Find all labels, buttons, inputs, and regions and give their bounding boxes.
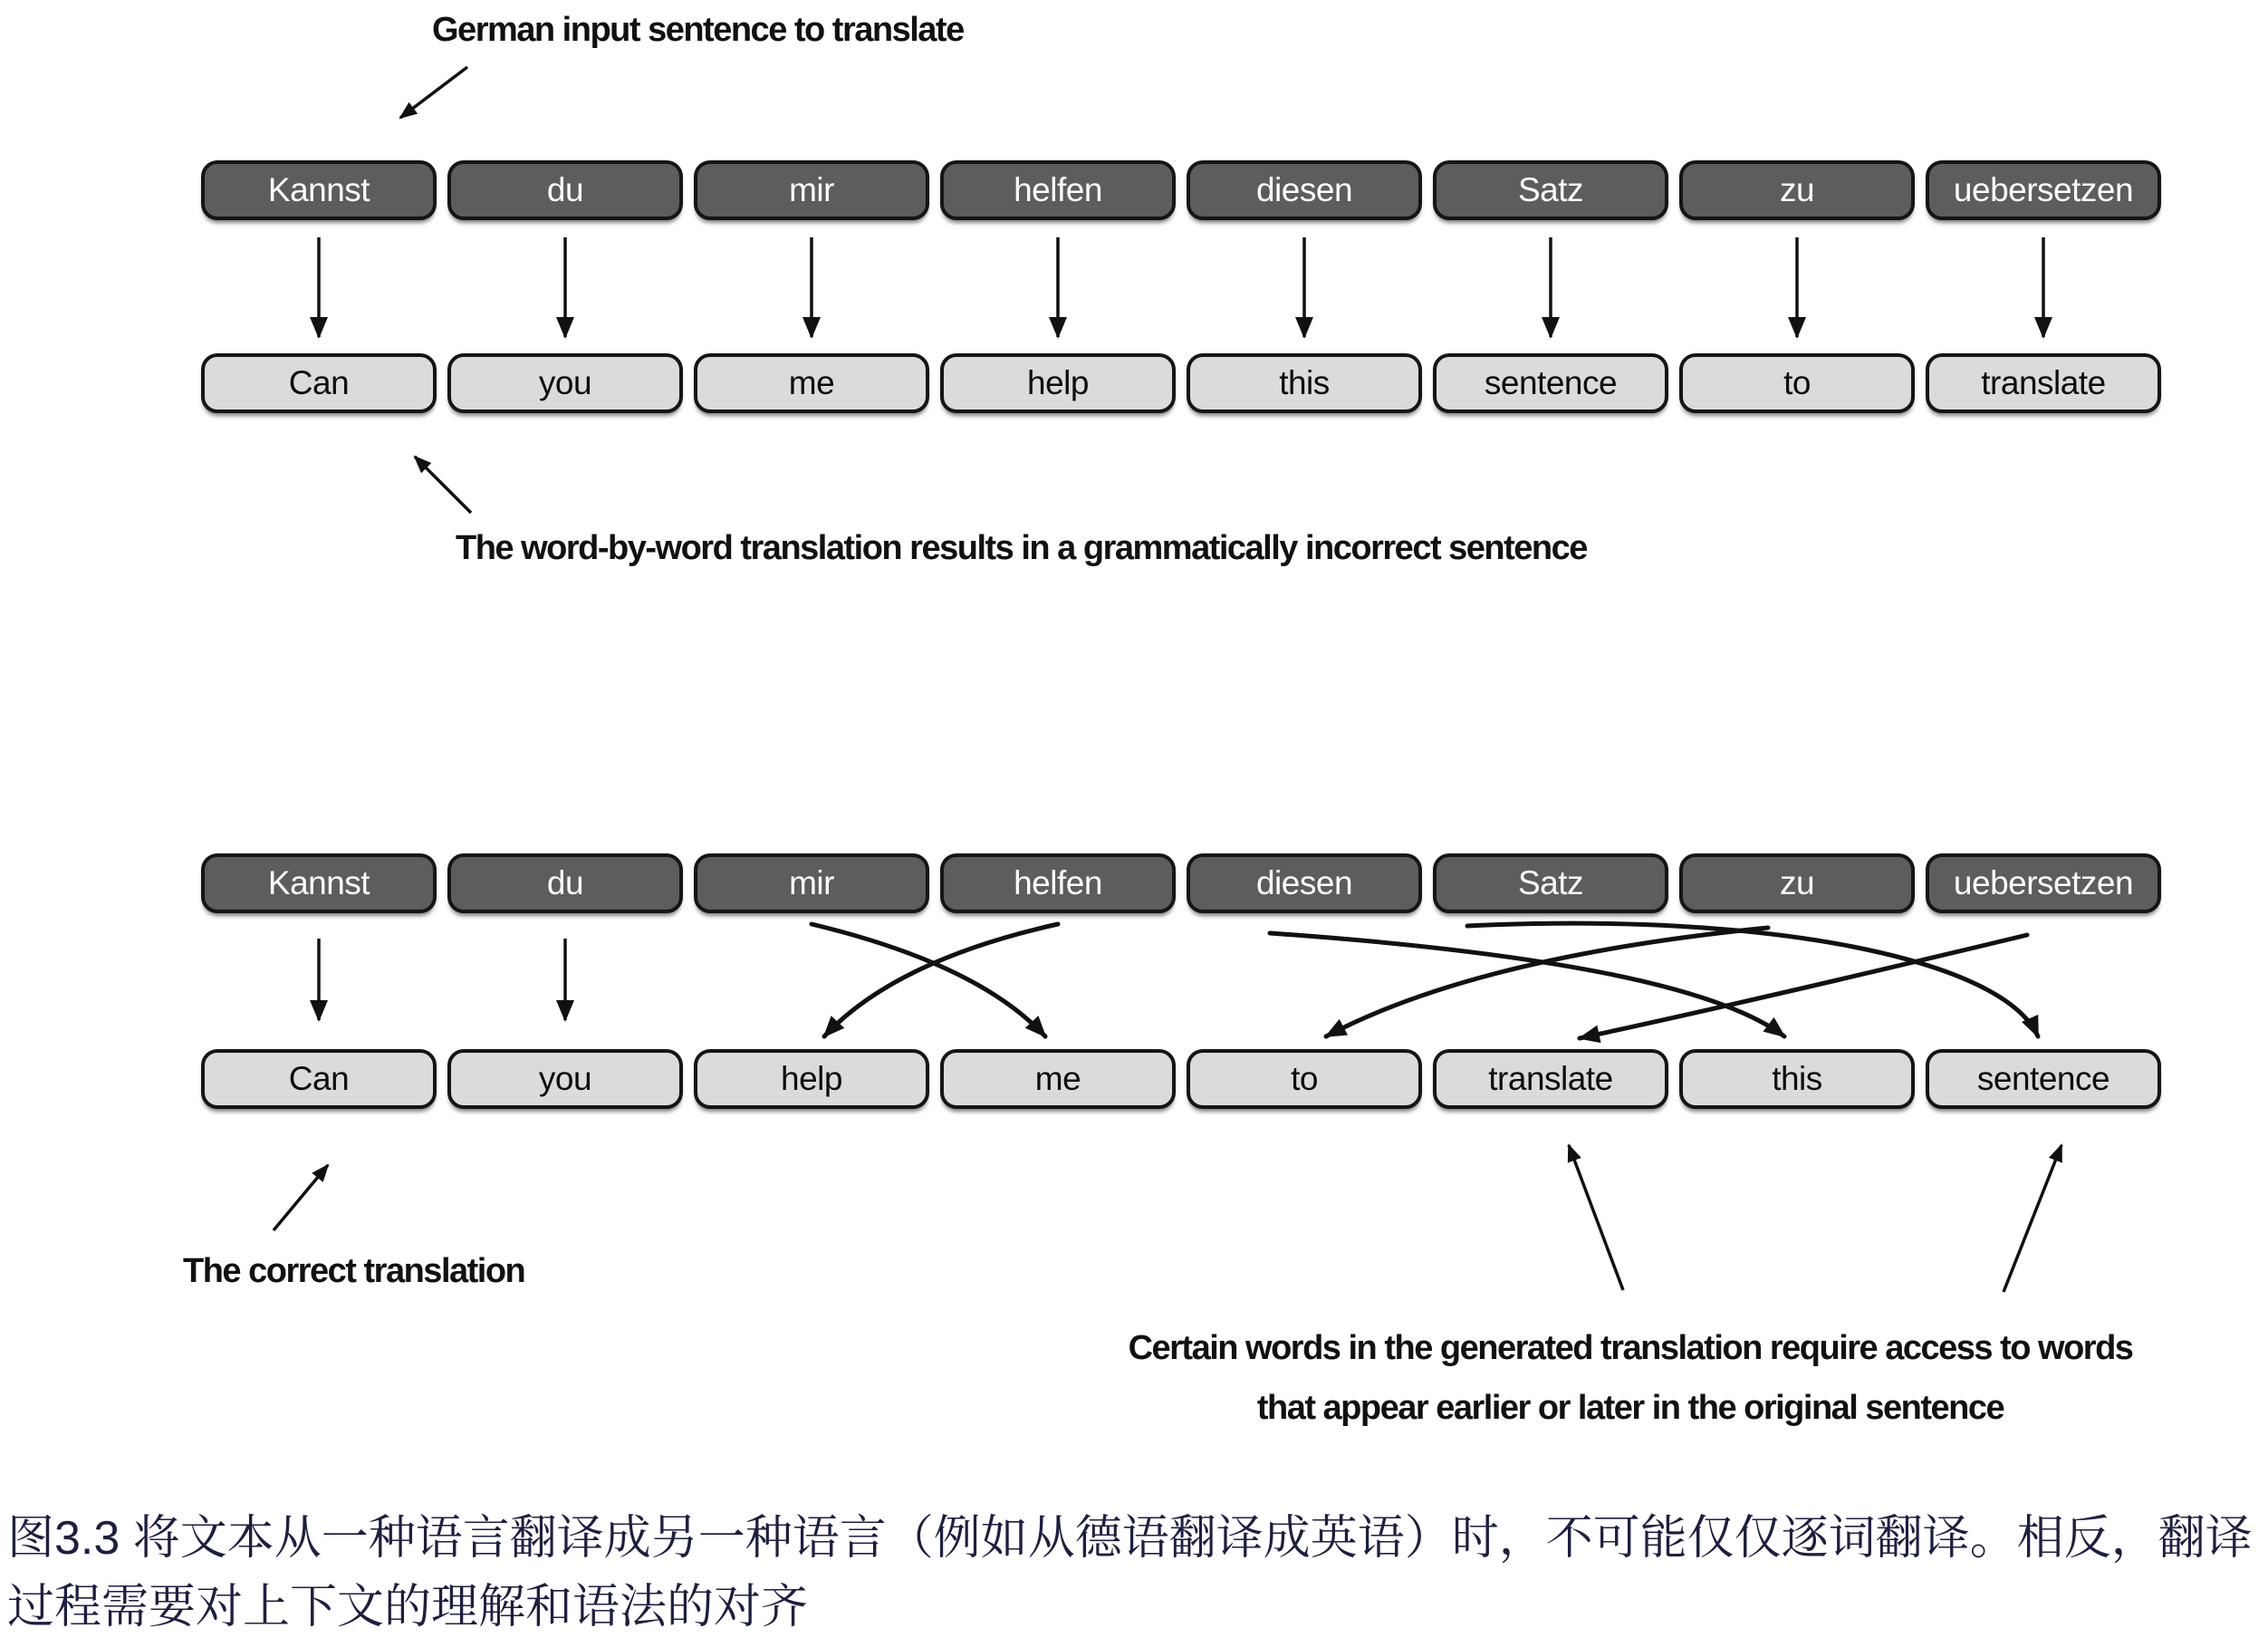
target-word-pill: you	[447, 353, 683, 413]
target-word-pill: to	[1679, 353, 1915, 413]
label-certain-words-line2: that appear earlier or later in the original sentence	[1256, 1389, 2004, 1427]
pointer-german-input	[400, 67, 467, 118]
source-word-pill: Kannst	[201, 853, 437, 913]
target-word-pill: Can	[201, 1049, 437, 1109]
source-word-pill: helfen	[940, 853, 1176, 913]
pointer-correct-translation	[274, 1165, 328, 1230]
target-word-pill: translate	[1926, 353, 2161, 413]
target-word-pill: to	[1187, 1049, 1422, 1109]
german-sentence-row-top	[201, 160, 2161, 220]
source-word-pill: du	[447, 160, 683, 220]
arrow-mir-me-crossed	[812, 924, 1045, 1036]
pointer-certain-words-translate	[1569, 1145, 1623, 1290]
arrow-helfen-help-crossed	[824, 924, 1058, 1036]
source-word-pill: Satz	[1433, 853, 1668, 913]
target-word-pill: me	[940, 1049, 1176, 1109]
figure-caption-line-1: 图3.3 将文本从一种语言翻译成另一种语言（例如从德语翻译成英语）时，不可能仅仅逐词翻译。相反，翻译	[7, 1512, 2253, 1565]
target-word-pill: sentence	[1433, 353, 1668, 413]
figure-caption	[7, 1504, 2264, 1638]
figure-caption-line-2: 过程需要对上下文的理解和语法的对齐	[7, 1581, 809, 1633]
label-certain-words	[992, 1318, 2268, 1438]
source-word-pill: Satz	[1433, 160, 1668, 220]
target-word-pill: translate	[1433, 1049, 1668, 1109]
source-word-pill: du	[447, 853, 683, 913]
label-german-input: German input sentence to translate	[432, 11, 964, 49]
label-word-by-word: The word-by-word translation results in a grammatically incorrect sentence	[456, 529, 1587, 567]
target-word-pill: Can	[201, 353, 437, 413]
target-word-pill: you	[447, 1049, 683, 1109]
target-word-pill: this	[1679, 1049, 1915, 1109]
source-word-pill: diesen	[1187, 160, 1422, 220]
label-certain-words-line1: Certain words in the generated translation require access to words	[1128, 1329, 2133, 1367]
german-sentence-row-bottom	[201, 853, 2161, 913]
word-by-word-translation-row	[201, 353, 2161, 413]
source-word-pill: zu	[1679, 853, 1915, 913]
source-word-pill: mir	[694, 853, 929, 913]
target-word-pill: this	[1187, 353, 1422, 413]
arrow-diesen-this-crossed	[1270, 933, 1784, 1036]
source-word-pill: Kannst	[201, 160, 437, 220]
target-word-pill: me	[694, 353, 929, 413]
source-word-pill: mir	[694, 160, 929, 220]
source-word-pill: uebersetzen	[1926, 853, 2161, 913]
label-correct-translation: The correct translation	[183, 1252, 525, 1290]
target-word-pill: help	[940, 353, 1176, 413]
source-word-pill: zu	[1679, 160, 1915, 220]
pointer-word-by-word	[415, 457, 471, 513]
target-word-pill: sentence	[1926, 1049, 2161, 1109]
target-word-pill: help	[694, 1049, 929, 1109]
correct-translation-row	[201, 1049, 2161, 1109]
source-word-pill: helfen	[940, 160, 1176, 220]
source-word-pill: diesen	[1187, 853, 1422, 913]
source-word-pill: uebersetzen	[1926, 160, 2161, 220]
pointer-certain-words-sentence	[2004, 1145, 2061, 1292]
arrow-uebersetzen-translate-crossed	[1580, 935, 2027, 1038]
